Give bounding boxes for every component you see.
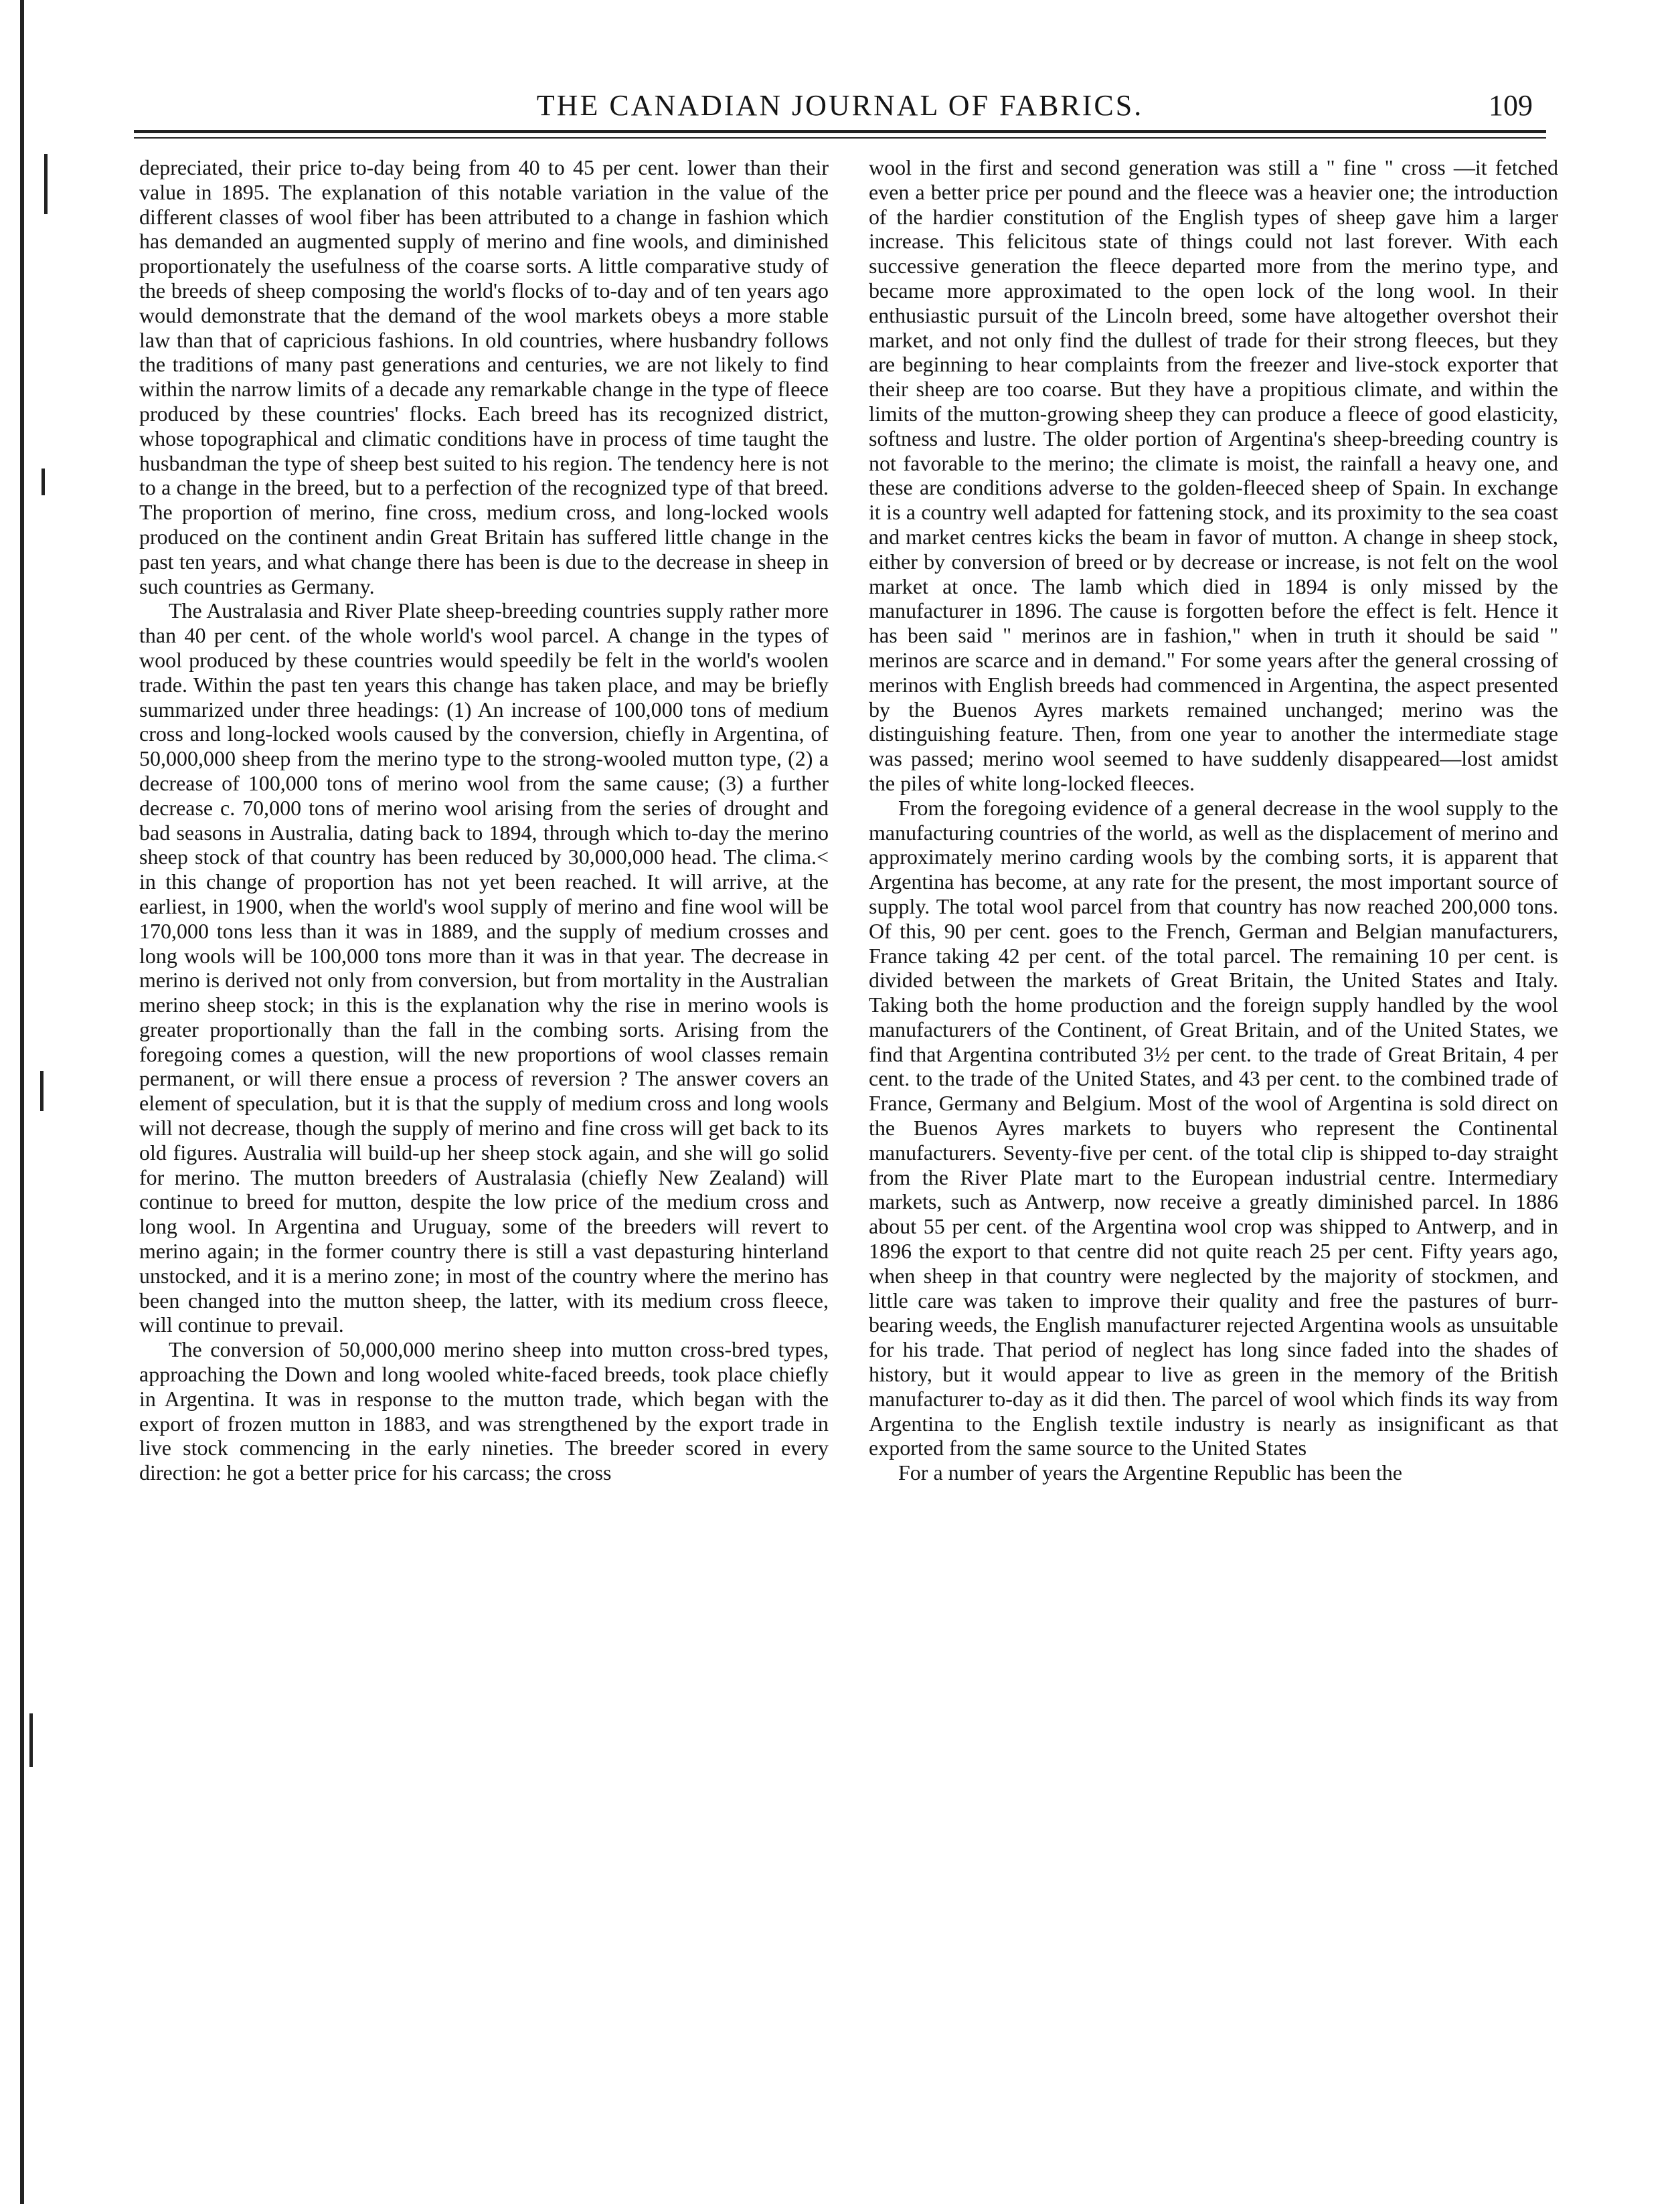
right-column	[869, 155, 1558, 2177]
left-column	[139, 155, 829, 2177]
binding-edge	[20, 0, 24, 2204]
paragraph: depreciated, their price to-day being from 40 to 45 per cent. lower than their value in 1895. The explanation of this notable variation in the value of the different classes of wool fiber has been attributed to a change in fashion which has demanded an augmented supply of merino and fine wools, and diminished proportionately the usefulness of the coarse sorts. A little comparative study of the breeds of sheep composing the world's flocks of to-day and of ten years ago would demonstrate that the demand of the wool markets obeys a more stable law than that of capricious fashions. In old countries, where husbandry follows the traditions of many past generations and centuries, we are not likely to find within the narrow limits of a decade any remarkable change in the type of fleece produced by these countries' flocks. Each breed has its recognized district, whose topographical and climatic conditions have in process of time taught the husbandman the type of sheep best suited to his region. The tendency here is not to a change in the breed, but to a perfection of the recognized type of that breed. The proportion of merino, fine cross, medium cross, and long-locked wools produced on the continent andin Great Britain has suffered little change in the past ten years, and what change there has been is due to the decrease in sheep in such countries as Germany.	[139, 155, 829, 598]
header-rule	[134, 130, 1546, 133]
binding-mark	[29, 1713, 33, 1767]
paragraph: The Australasia and River Plate sheep-breeding countries supply rather more than 40 per cent. of the whole world's wool parcel. A change in the types of wool produced by these countries would speedily be felt in the world's woolen trade. Within the past ten years this change has taken place, and may be briefly summarized under three headings: (1) An increase of 100,000 tons of medium cross and long-locked wools caused by the conversion, chiefly in Argentina, of 50,000,000 sheep from the merino type to the strong-wooled mutton type, (2) a decrease of 100,000 tons of merino wool from the same cause; (3) a further decrease c. 70,000 tons of merino wool arising from the series of drought and bad seasons in Australia, dating back to 1894, through which to-day the merino sheep stock of that country has been reduced by 30,000,000 head. The clima.< in this change of proportion has not yet been reached. It will arrive, at the earliest, in 1900, when the world's wool supply of merino and fine wool will be 170,000 tons less than it was in 1889, and the supply of medium crosses and long wools will be 100,000 tons more than it was in that year. The decrease in merino is derived not only from conversion, but from mortality in the Australian merino sheep stock; in this is the explanation why the rise in merino wools is greater proportionally than the fall in the combing sorts. Arising from the foregoing comes a question, will the new proportions of wool classes remain permanent, or will there ensue a process of reversion ? The answer covers an element of speculation, but it is that the supply of medium cross and long wools will not decrease, though the supply of merino and fine cross will get back to its old figures. Australia will build-up her sheep stock again, and she will go solid for merino. The mutton breeders of Australasia (chiefly New Zealand) will continue to breed for mutton, despite the low price of the medium cross and long wool. In Argentina and Uruguay, some of the breeders will revert to merino again; in the former country there is still a vast depasturing hinterland unstocked, and it is a merino zone; in most of the country where the merino has been changed into the mutton sheep, the latter, with its medium cross fleece, will continue to prevail.	[139, 598, 829, 1337]
binding-mark	[40, 1071, 44, 1111]
binding-mark	[41, 469, 45, 495]
journal-title: THE CANADIAN JOURNAL OF FABRICS.	[536, 89, 1144, 122]
header-rule	[134, 137, 1546, 139]
page-number: 109	[1489, 89, 1533, 122]
page-header	[134, 86, 1546, 126]
paragraph: The conversion of 50,000,000 merino sheep into mutton cross-bred types, approaching the Down and long wooled white-faced breeds, took place chiefly in Argentina. It was in response to the mutton trade, which began with the export of frozen mutton in 1883, and was strengthened by the export trade in live stock commencing in the early nineties. The breeder scored in every direction: he got a better price for his carcass; the cross	[139, 1337, 829, 1485]
binding-mark	[44, 154, 48, 214]
paragraph: wool in the first and second generation was still a " fine " cross —it fetched even a better price per pound and the fleece was a heavier one; the introduction of the hardier constitution of the English types of sheep gave him a larger increase. This felicitous state of things could not last forever. With each successive generation the fleece departed more from the merino type, and became more approximated to the open lock of the long wool. In their enthusiastic pursuit of the Lincoln breed, some have altogether overshot their market, and not only find the dullest of trade for their strong fleeces, but they are beginning to hear complaints from the freezer and live-stock exporter that their sheep are too coarse. But they have a propitious climate, and within the limits of the mutton-growing sheep they can produce a fleece of good elasticity, softness and lustre. The older portion of Argentina's sheep-breeding country is not favorable to the merino; the climate is moist, the rainfall a heavy one, and these are conditions adverse to the golden-fleeced sheep of Spain. In exchange it is a country well adapted for fattening stock, and its proximity to the sea coast and market centres kicks the beam in favor of mutton. A change in sheep stock, either by conversion of breed or by decrease or increase, is not felt on the wool market at once. The lamb which died in 1894 is only missed by the manufacturer in 1896. The cause is forgotten before the effect is felt. Hence it has been said " merinos are in fashion," when in truth it should be said " merinos are scarce and in demand." For some years after the general crossing of merinos with English breeds had commenced in Argentina, the aspect presented by the Buenos Ayres markets remained unchanged; merino was the distinguishing feature. Then, from one year to another the intermediate stage was passed; merino wool seemed to have suddenly disappeared—lost amidst the piles of white long-locked fleeces.	[869, 155, 1558, 795]
paragraph: From the foregoing evidence of a general decrease in the wool supply to the manufacturing countries of the world, as well as the displacement of merino and approximately merino carding wools by the combing sorts, it is apparent that Argentina has become, at any rate for the present, the most important source of supply. The total wool parcel from that country has now reached 200,000 tons. Of this, 90 per cent. goes to the French, German and Belgian manufacturers, France taking 42 per cent. of the total parcel. The remaining 10 per cent. is divided between the markets of Great Britain, the United States and Italy. Taking both the home production and the foreign supply handled by the wool manufacturers of the Continent, of Great Britain, and of the United States, we find that Argentina contributed 3½ per cent. to the trade of Great Britain, 4 per cent. to the trade of the United States, and 43 per cent. to the combined trade of France, Germany and Belgium. Most of the wool of Argentina is sold direct on the Buenos Ayres markets to buyers who represent the Continental manufacturers. Seventy-five per cent. of the total clip is shipped to-day straight from the River Plate mart to the European industrial centre. Intermediary markets, such as Antwerp, now receive a greatly diminished parcel. In 1886 about 55 per cent. of the Argentina wool crop was shipped to Antwerp, and in 1896 the export to that centre did not quite reach 25 per cent. Fifty years ago, when sheep in that country were neglected by the majority of stockmen, and little care was taken to improve their quality and free the pastures of burr-bearing weeds, the English manufacturer rejected Argentina wools as unsuitable for his trade. That period of neglect has long since faded into the shades of history, but it would appear to live as green in the memory of the British manufacturer to-day as it did then. The parcel of wool which finds its way from Argentina to the English textile industry is nearly as insignificant as that exported from the same source to the United States	[869, 795, 1558, 1460]
paragraph: For a number of years the Argentine Republic has been the	[898, 1460, 1402, 1485]
